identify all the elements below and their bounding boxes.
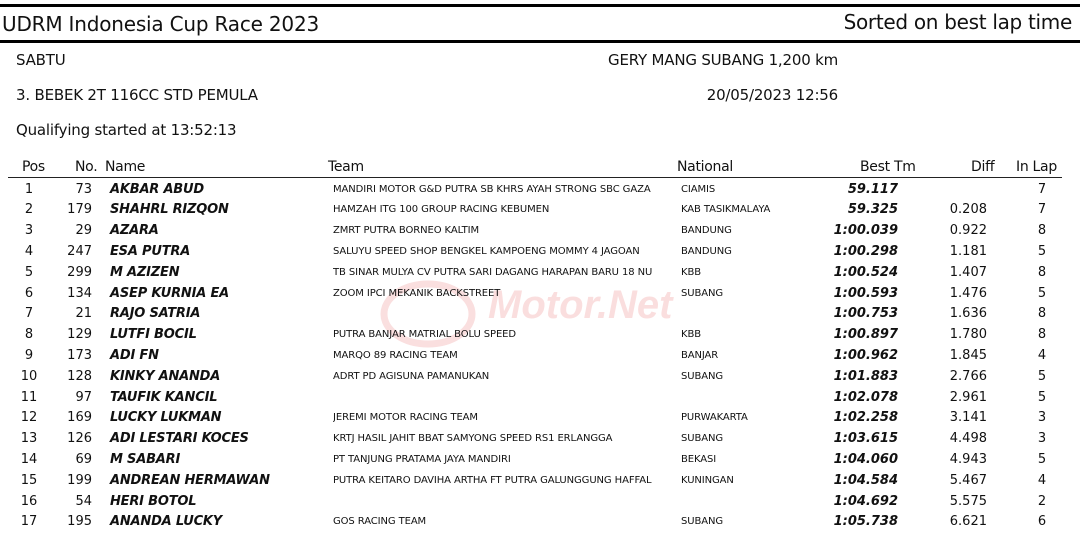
table-row <box>0 429 1080 450</box>
watermark-text: Motor.Net <box>488 283 673 327</box>
circuit-label: GERY MANG SUBANG 1,200 km <box>608 51 838 69</box>
national-cell: KBB <box>681 329 701 341</box>
best-time-cell: 1:00.039 <box>833 223 898 239</box>
national-cell: KAB TASIKMALAYA <box>681 204 771 216</box>
table-row <box>0 346 1080 367</box>
rider-name-cell: M SABARI <box>110 451 181 467</box>
col-header-national: National <box>677 159 733 175</box>
number-cell: 129 <box>67 327 92 343</box>
diff-cell: 1.181 <box>949 243 987 259</box>
team-cell: ADRT PD AGISUNA PAMANUKAN <box>333 370 490 382</box>
best-time-cell: 1:04.584 <box>833 472 898 488</box>
national-cell: SUBANG <box>681 433 723 445</box>
pos-cell: 7 <box>24 306 34 322</box>
pos-cell: 4 <box>24 243 34 259</box>
table-row <box>0 263 1080 284</box>
national-cell: PURWAKARTA <box>681 412 748 424</box>
pos-cell: 17 <box>20 514 38 530</box>
table-row <box>0 304 1080 325</box>
in-lap-cell: 5 <box>1037 368 1047 384</box>
number-cell: 134 <box>67 285 92 301</box>
col-header-name: Name <box>105 159 146 175</box>
pos-cell: 2 <box>24 202 34 218</box>
diff-cell: 3.141 <box>949 410 987 426</box>
number-cell: 247 <box>67 243 92 259</box>
number-cell: 179 <box>67 202 92 218</box>
national-cell: CIAMIS <box>681 183 716 195</box>
team-cell: PT TANJUNG PRATAMA JAYA MANDIRI <box>333 453 511 465</box>
diff-cell: 1.780 <box>949 327 987 343</box>
team-cell: KRTJ HASIL JAHIT BBAT SAMYONG SPEED RS1 ERLANGGA <box>333 433 613 445</box>
team-cell: GOS RACING TEAM <box>333 516 427 528</box>
rider-name-cell: LUTFI BOCIL <box>110 327 197 343</box>
in-lap-cell: 7 <box>1037 202 1047 218</box>
best-time-cell: 1:02.258 <box>833 410 898 426</box>
best-time-cell: 59.325 <box>847 202 898 218</box>
column-rule <box>8 177 1062 178</box>
pos-cell: 3 <box>24 223 34 239</box>
team-cell: SALUYU SPEED SHOP BENGKEL KAMPOENG MOMMY 4 JAGOAN <box>333 245 640 257</box>
team-cell: ZOOM IPCI MEKANIK BACKSTREET <box>333 287 501 299</box>
table-row <box>0 492 1080 513</box>
pos-cell: 16 <box>20 493 38 509</box>
table-row <box>0 242 1080 263</box>
diff-cell: 5.467 <box>949 472 987 488</box>
in-lap-cell: 8 <box>1037 306 1047 322</box>
team-cell: TB SINAR MULYA CV PUTRA SARI DAGANG HARAPAN BARU 18 NU <box>333 266 653 278</box>
top-rule <box>0 4 1080 7</box>
rider-name-cell: AZARA <box>110 223 159 239</box>
best-time-cell: 1:01.883 <box>833 368 898 384</box>
col-header-inlap: In Lap <box>1016 159 1057 175</box>
national-cell: KUNINGAN <box>681 474 734 486</box>
best-time-cell: 1:00.962 <box>833 347 898 363</box>
rider-name-cell: M AZIZEN <box>110 264 180 280</box>
table-row <box>0 284 1080 305</box>
pos-cell: 6 <box>24 285 34 301</box>
in-lap-cell: 7 <box>1037 181 1047 197</box>
best-time-cell: 1:05.738 <box>833 514 898 530</box>
col-header-team: Team <box>328 159 364 175</box>
in-lap-cell: 8 <box>1037 327 1047 343</box>
in-lap-cell: 5 <box>1037 285 1047 301</box>
pos-cell: 12 <box>20 410 38 426</box>
table-row <box>0 471 1080 492</box>
rider-name-cell: KINKY ANANDA <box>110 368 221 384</box>
in-lap-cell: 5 <box>1037 243 1047 259</box>
col-header-pos: Pos <box>22 159 45 175</box>
number-cell: 54 <box>75 493 92 509</box>
rider-name-cell: AKBAR ABUD <box>110 181 204 197</box>
diff-cell: 4.498 <box>949 431 987 447</box>
team-cell: PUTRA KEITARO DAVIHA ARTHA FT PUTRA GALUNGGUNG HAFFAL <box>333 474 652 486</box>
number-cell: 21 <box>75 306 92 322</box>
number-cell: 169 <box>67 410 92 426</box>
rider-name-cell: ADI LESTARI KOCES <box>110 431 249 447</box>
in-lap-cell: 4 <box>1037 347 1047 363</box>
number-cell: 126 <box>67 431 92 447</box>
best-time-cell: 1:03.615 <box>833 431 898 447</box>
number-cell: 199 <box>67 472 92 488</box>
diff-cell: 0.208 <box>949 202 987 218</box>
in-lap-cell: 5 <box>1037 389 1047 405</box>
in-lap-cell: 8 <box>1037 264 1047 280</box>
team-cell: MANDIRI MOTOR G&D PUTRA SB KHRS AYAH STRONG SBC GAZA <box>333 183 651 195</box>
session-start-label: Qualifying started at 13:52:13 <box>16 121 237 139</box>
national-cell: SUBANG <box>681 370 723 382</box>
best-time-cell: 1:00.524 <box>833 264 898 280</box>
rider-name-cell: ESA PUTRA <box>110 243 191 259</box>
number-cell: 195 <box>67 514 92 530</box>
table-row <box>0 450 1080 471</box>
sort-label: Sorted on best lap time <box>843 10 1072 34</box>
col-header-best: Best Tm <box>860 159 916 175</box>
diff-cell: 2.961 <box>949 389 987 405</box>
national-cell: SUBANG <box>681 516 723 528</box>
rider-name-cell: ANANDA LUCKY <box>110 514 223 530</box>
team-cell: PUTRA BANJAR MATRIAL BOLU SPEED <box>333 329 516 341</box>
diff-cell: 1.476 <box>949 285 987 301</box>
best-time-cell: 1:00.753 <box>833 306 898 322</box>
table-row <box>0 512 1080 533</box>
col-header-diff: Diff <box>971 159 995 175</box>
pos-cell: 13 <box>20 431 38 447</box>
number-cell: 97 <box>75 389 92 405</box>
datetime-label: 20/05/2023 12:56 <box>706 86 838 104</box>
pos-cell: 15 <box>20 472 38 488</box>
diff-cell: 1.407 <box>949 264 987 280</box>
pos-cell: 5 <box>24 264 34 280</box>
rider-name-cell: ADI FN <box>110 347 159 363</box>
best-time-cell: 1:00.593 <box>833 285 898 301</box>
table-row <box>0 221 1080 242</box>
team-cell: MARQO 89 RACING TEAM <box>333 349 458 361</box>
diff-cell: 2.766 <box>949 368 987 384</box>
best-time-cell: 1:04.060 <box>833 451 898 467</box>
number-cell: 73 <box>75 181 92 197</box>
day-label: SABTU <box>16 51 66 69</box>
table-row <box>0 180 1080 201</box>
number-cell: 128 <box>67 368 92 384</box>
national-cell: BANDUNG <box>681 245 732 257</box>
in-lap-cell: 6 <box>1037 514 1047 530</box>
rider-name-cell: ANDREAN HERMAWAN <box>110 472 270 488</box>
team-cell: ZMRT PUTRA BORNEO KALTIM <box>333 225 480 237</box>
rider-name-cell: ASEP KURNIA EA <box>110 285 229 301</box>
national-cell: BANDUNG <box>681 225 732 237</box>
diff-cell: 1.636 <box>949 306 987 322</box>
table-row <box>0 408 1080 429</box>
best-time-cell: 1:02.078 <box>833 389 898 405</box>
team-cell: HAMZAH ITG 100 GROUP RACING KEBUMEN <box>333 204 550 216</box>
team-cell: JEREMI MOTOR RACING TEAM <box>333 412 478 424</box>
national-cell: SUBANG <box>681 287 723 299</box>
pos-cell: 1 <box>24 181 34 197</box>
in-lap-cell: 3 <box>1037 431 1047 447</box>
in-lap-cell: 5 <box>1037 451 1047 467</box>
number-cell: 29 <box>75 223 92 239</box>
in-lap-cell: 8 <box>1037 223 1047 239</box>
rider-name-cell: RAJO SATRIA <box>110 306 201 322</box>
pos-cell: 14 <box>20 451 38 467</box>
table-row <box>0 200 1080 221</box>
header-rule <box>0 40 1080 43</box>
number-cell: 69 <box>75 451 92 467</box>
class-label: 3. BEBEK 2T 116CC STD PEMULA <box>16 86 258 104</box>
best-time-cell: 1:04.692 <box>833 493 898 509</box>
rider-name-cell: LUCKY LUKMAN <box>110 410 222 426</box>
table-row <box>0 388 1080 409</box>
national-cell: KBB <box>681 266 701 278</box>
in-lap-cell: 4 <box>1037 472 1047 488</box>
table-row <box>0 367 1080 388</box>
pos-cell: 10 <box>20 368 38 384</box>
pos-cell: 9 <box>24 347 34 363</box>
diff-cell: 1.845 <box>949 347 987 363</box>
rider-name-cell: HERI BOTOL <box>110 493 197 509</box>
in-lap-cell: 3 <box>1037 410 1047 426</box>
best-time-cell: 1:00.298 <box>833 243 898 259</box>
diff-cell: 6.621 <box>949 514 987 530</box>
pos-cell: 11 <box>20 389 38 405</box>
number-cell: 173 <box>67 347 92 363</box>
pos-cell: 8 <box>24 327 34 343</box>
national-cell: BEKASI <box>681 453 717 465</box>
best-time-cell: 59.117 <box>847 181 898 197</box>
diff-cell: 4.943 <box>949 451 987 467</box>
col-header-no: No. <box>75 159 98 175</box>
in-lap-cell: 2 <box>1037 493 1047 509</box>
diff-cell: 5.575 <box>949 493 987 509</box>
best-time-cell: 1:00.897 <box>833 327 898 343</box>
national-cell: BANJAR <box>681 349 719 361</box>
page-title: UDRM Indonesia Cup Race 2023 <box>2 12 319 36</box>
number-cell: 299 <box>67 264 92 280</box>
diff-cell: 0.922 <box>949 223 987 239</box>
table-row <box>0 325 1080 346</box>
rider-name-cell: SHAHRL RIZQON <box>110 202 229 218</box>
rider-name-cell: TAUFIK KANCIL <box>110 389 218 405</box>
